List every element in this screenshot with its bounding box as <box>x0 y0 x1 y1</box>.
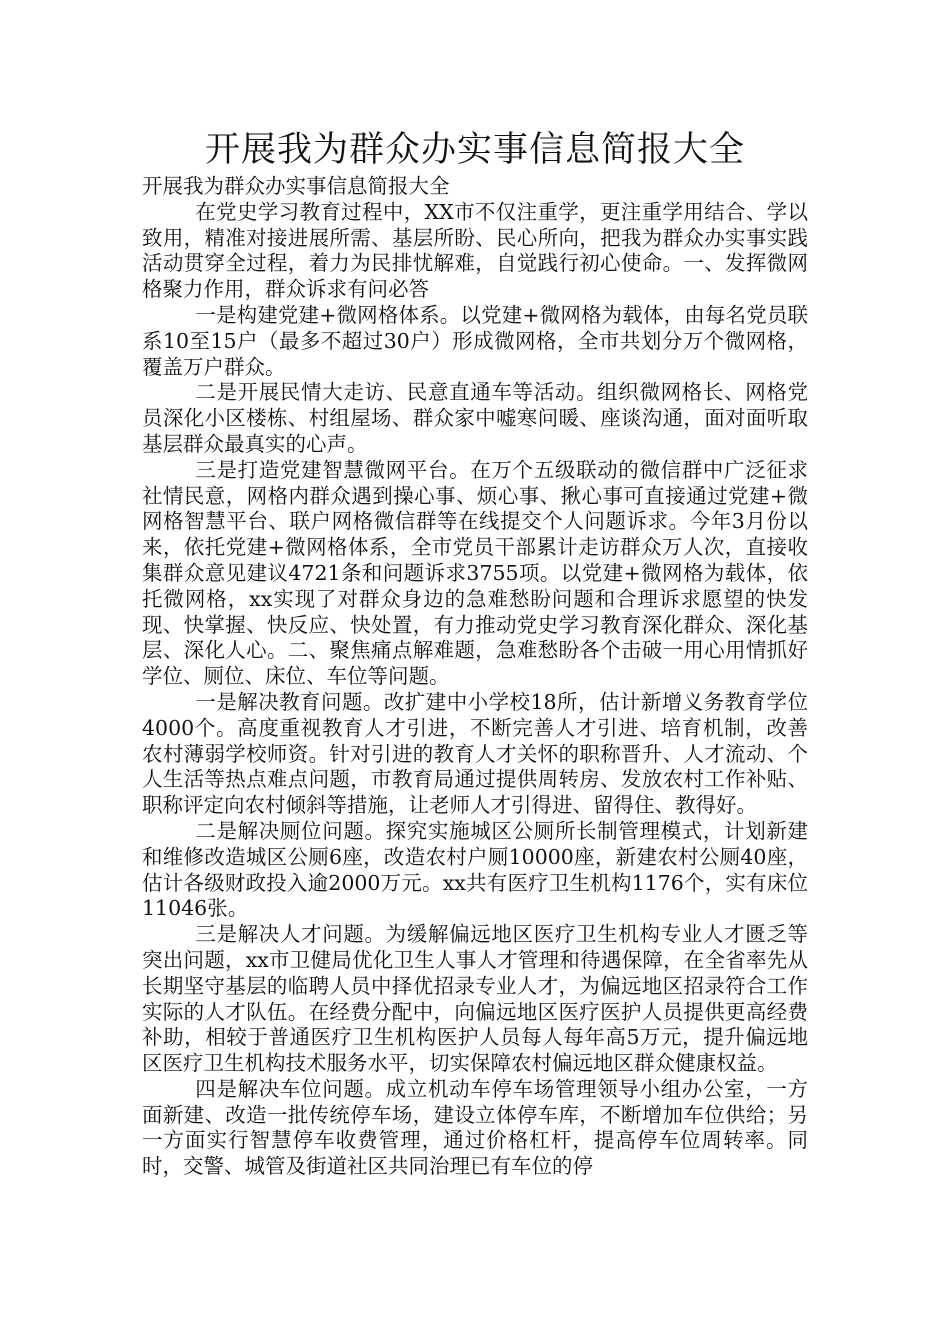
paragraph-education: 一是解决教育问题。改扩建中小学校18所，估计新增义务教育学位4000个。高度重视教育人才引进，不断完善人才引进、培育机制，改善农村薄弱学校师资。针对引进的教育人才关怀的职称晋升、人才流动、个人生活等热点难点问题，市教育局通过提供周转房、发放农村工作补贴、职称评定向农村倾斜等措施，让老师人才引得进、留得住、教得好。 <box>142 689 808 818</box>
paragraph-visits: 二是开展民情大走访、民意直通车等活动。组织微网格长、网格党员深化小区楼栋、村组屋场、群众家中嘘寒问暖、座谈沟通，面对面听取基层群众最真实的心声。 <box>142 380 808 456</box>
document-title: 开展我为群众办实事信息简报大全 <box>204 130 745 170</box>
paragraph-talent: 三是解决人才问题。为缓解偏远地区医疗卫生机构专业人才匮乏等突出问题，xx市卫健局优化卫生人事人才管理和待遇保障，在全省率先从长期坚守基层的临聘人员中择优招录专业人才，为偏远地区招录符合工作实际的人才队伍。在经费分配中，向偏远地区医疗医护人员提供更高经费补助，相较于普通医疗卫生机构医护人员每人每年高5万元，提升偏远地区医疗卫生机构技术服务水平，切实保障农村偏远地区群众健康权益。 <box>142 922 808 1076</box>
paragraph-parking: 四是解决车位问题。成立机动车停车场管理领导小组办公室，一方面新建、改造一批传统停车场，建设立体停车库，不断增加车位供给；另一方面实行智慧停车收费管理，通过价格杠杆，提高停车位周转率。同时，交警、城管及街道社区共同治理已有车位的停 <box>142 1076 808 1179</box>
paragraph-grid-system: 一是构建党建+微网格体系。以党建+微网格为载体，由每名党员联系10至15户（最多不超过30户）形成微网格，全市共划分万个微网格，覆盖万户群众。 <box>142 302 808 379</box>
paragraph-toilets: 二是解决厕位问题。探究实施城区公厕所长制管理模式，计划新建和维修改造城区公厕6座，改造农村户厕10000座，新建农村公厕40座，估计各级财政投入逾2000万元。xx共有医疗卫生机构1176个，实有床位11046张。 <box>142 818 808 921</box>
document-page <box>142 128 808 1180</box>
document-subtitle: 开展我为群众办实事信息简报大全 <box>142 174 450 198</box>
paragraph-intro: 在党史学习教育过程中，XX市不仅注重学，更注重学用结合、学以致用，精准对接进展所需、基层所盼、民心所向，把我为群众办实事实践活动贯穿全过程，着力为民排忧解难，自觉践行初心使命。一、发挥微网格聚力作用，群众诉求有问必答 <box>142 199 808 302</box>
paragraph-smart-platform: 三是打造党建智慧微网平台。在万个五级联动的微信群中广泛征求社情民意，网格内群众遇到操心事、烦心事、揪心事可直接通过党建+微网格智慧平台、联户网格微信群等在线提交个人问题诉求。今年3月份以来，依托党建+微网格体系，全市党员干部累计走访群众万人次，直接收集群众意见建议4721条和问题诉求3755项。以党建+微网格为载体，依托微网格，xx实现了对群众身边的急难愁盼问题和合理诉求愿望的快发现、快掌握、快反应、快处置，有力推动党史学习教育深化群众、深化基层、深化人心。二、聚焦痛点解难题，急难愁盼各个击破一用心用情抓好学位、厕位、床位、车位等问题。 <box>142 457 808 689</box>
document-body <box>142 174 808 1180</box>
